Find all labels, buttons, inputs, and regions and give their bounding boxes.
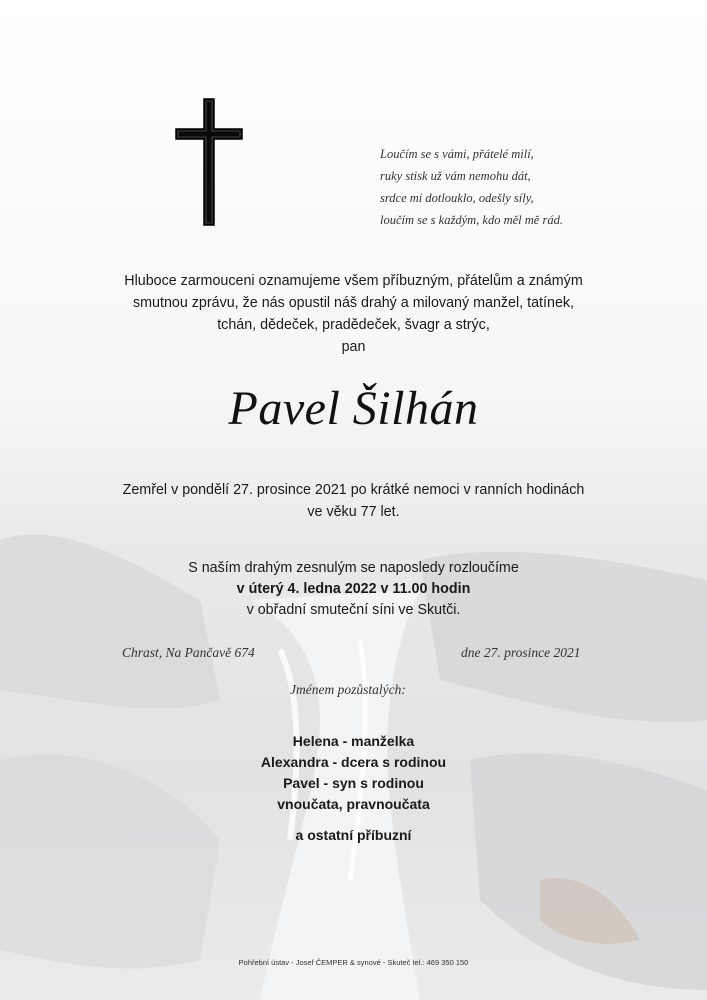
intro-line: smutnou zprávu, že nás opustil náš drahý a milovaný manžel, tatínek, <box>132 295 575 311</box>
funeral-location: v obřadní smuteční síni ve Skutči. <box>246 602 461 618</box>
notice-date: dne 27. prosince 2021 <box>461 645 581 660</box>
death-line: ve věku 77 let. <box>307 504 400 520</box>
on-behalf-label: Jménem pozůstalých: <box>290 682 406 697</box>
intro-line: Hluboce zarmouceni oznamujeme všem příbuzným, přátelům a známým <box>124 273 583 289</box>
poem-line: loučím se s každým, kdo měl mě rád. <box>380 213 563 227</box>
funeral-info <box>90 558 617 621</box>
cross-icon <box>175 98 243 226</box>
poem-line: ruky stisk už vám nemohu dát, <box>380 169 531 183</box>
intro-line: tchán, dědeček, pradědeček, švagr a strýc, <box>217 317 490 333</box>
announcement-text <box>90 270 617 358</box>
mourner: Pavel - syn s rodinou <box>283 775 424 791</box>
mourner: Helena - manželka <box>292 733 415 749</box>
funeral-home-footer: Pohřební ústav - Josef ČEMPER & synové - Skuteč tel.: 469 350 150 <box>238 958 469 967</box>
death-notice <box>80 479 627 523</box>
poem-line: Loučím se s vámi, přátelé milí, <box>380 147 534 161</box>
sender-address: Chrast, Na Pančavě 674 <box>122 645 255 660</box>
other-relatives: a ostatní příbuzní <box>295 827 412 843</box>
mourner: Alexandra - dcera s rodinou <box>260 754 447 770</box>
death-line: Zemřel v pondělí 27. prosince 2021 po krátké nemoci v ranních hodinách <box>122 482 585 498</box>
funeral-datetime: v úterý 4. ledna 2022 v 11.00 hodin <box>236 581 471 597</box>
intro-line: pan <box>341 339 366 355</box>
farewell-poem <box>380 143 610 231</box>
deceased-name: Pavel Šilhán <box>228 382 479 435</box>
mourners-list <box>150 731 557 815</box>
mourner: vnoučata, pravnoučata <box>277 796 430 812</box>
poem-line: srdce mi dotlouklo, odešly síly, <box>380 191 534 205</box>
funeral-intro: S naším drahým zesnulým se naposledy rozloučíme <box>188 560 519 576</box>
